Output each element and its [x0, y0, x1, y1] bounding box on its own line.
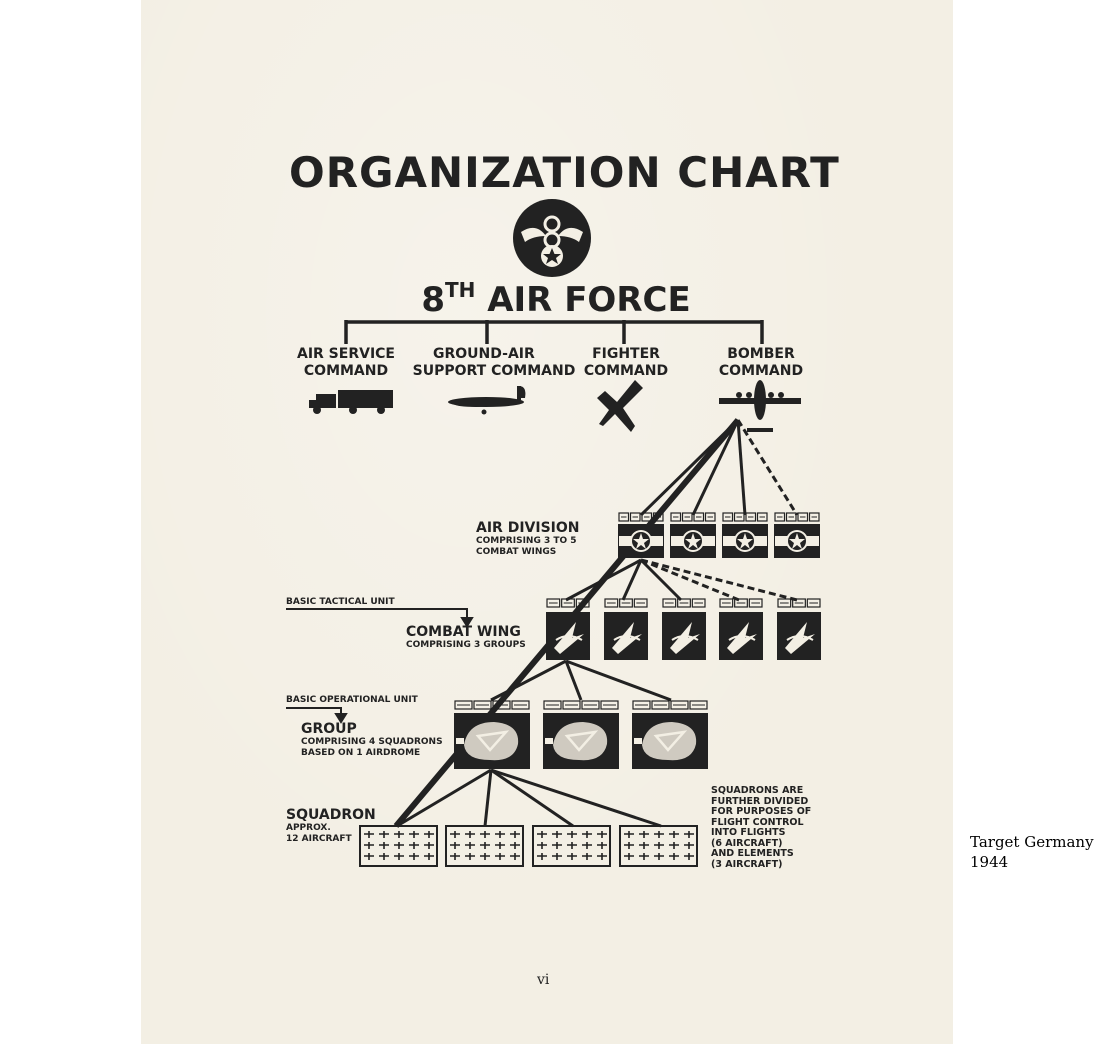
eighth-air-force-heading: 8TH AIR FORCE	[421, 278, 691, 320]
basic-tactical-unit-label: BASIC TACTICAL UNIT	[286, 597, 395, 607]
command-bomber: BOMBER COMMAND	[718, 346, 804, 379]
eighth-air-force-emblem-icon	[513, 199, 591, 277]
air-division-box	[722, 513, 768, 558]
group-box	[632, 701, 708, 769]
command-fighter: FIGHTER COMMAND	[583, 346, 669, 379]
division-to-wing-lines	[566, 560, 797, 600]
basic-operational-unit-label: BASIC OPERATIONAL UNIT	[286, 695, 418, 705]
truck-icon	[309, 390, 393, 414]
squadron-box	[446, 826, 523, 866]
air-division-box	[670, 513, 716, 558]
operational-unit-arrow	[286, 708, 346, 722]
air-division-label: AIR DIVISION COMPRISING 3 TO 5 COMBAT WINGS	[476, 520, 580, 557]
group-label: GROUP COMPRISING 4 SQUADRONS BASED ON 1 AIRDROME	[301, 721, 443, 758]
fighter-plane-icon	[597, 380, 643, 432]
air-division-box	[774, 513, 820, 558]
squadron-label: SQUADRON APPROX. 12 AIRCRAFT	[286, 807, 376, 844]
command-ground-air-support: GROUND-AIR SUPPORT COMMAND	[412, 346, 576, 379]
squadron-note: SQUADRONS ARE FURTHER DIVIDED FOR PURPOSES OF FLIGHT CONTROL INTO FLIGHTS (6 AIRCRAFT) AND ELEMENTS (3 AIRCRAFT)	[711, 785, 812, 870]
page-number: vi	[537, 972, 550, 988]
combat-wing-box	[604, 599, 648, 660]
combat-wing-box	[662, 599, 706, 660]
squadron-box	[533, 826, 610, 866]
book-page	[141, 0, 953, 1044]
squadron-box	[620, 826, 697, 866]
group-box	[543, 701, 619, 769]
page-title: ORGANIZATION CHART	[289, 148, 840, 197]
squadron-row	[360, 826, 697, 866]
air-division-row	[618, 513, 820, 558]
transport-plane-icon	[448, 386, 525, 415]
combat-wing-box	[777, 599, 821, 660]
combat-wing-row	[546, 599, 821, 660]
command-bracket	[346, 320, 762, 344]
caption-year: 1944	[970, 853, 1009, 871]
image-caption	[970, 832, 1094, 872]
combat-wing-box	[719, 599, 763, 660]
command-air-service: AIR SERVICE COMMAND	[296, 346, 395, 379]
combat-wing-label: COMBAT WING COMPRISING 3 GROUPS	[406, 624, 526, 650]
caption-title: Target Germany	[970, 833, 1094, 851]
